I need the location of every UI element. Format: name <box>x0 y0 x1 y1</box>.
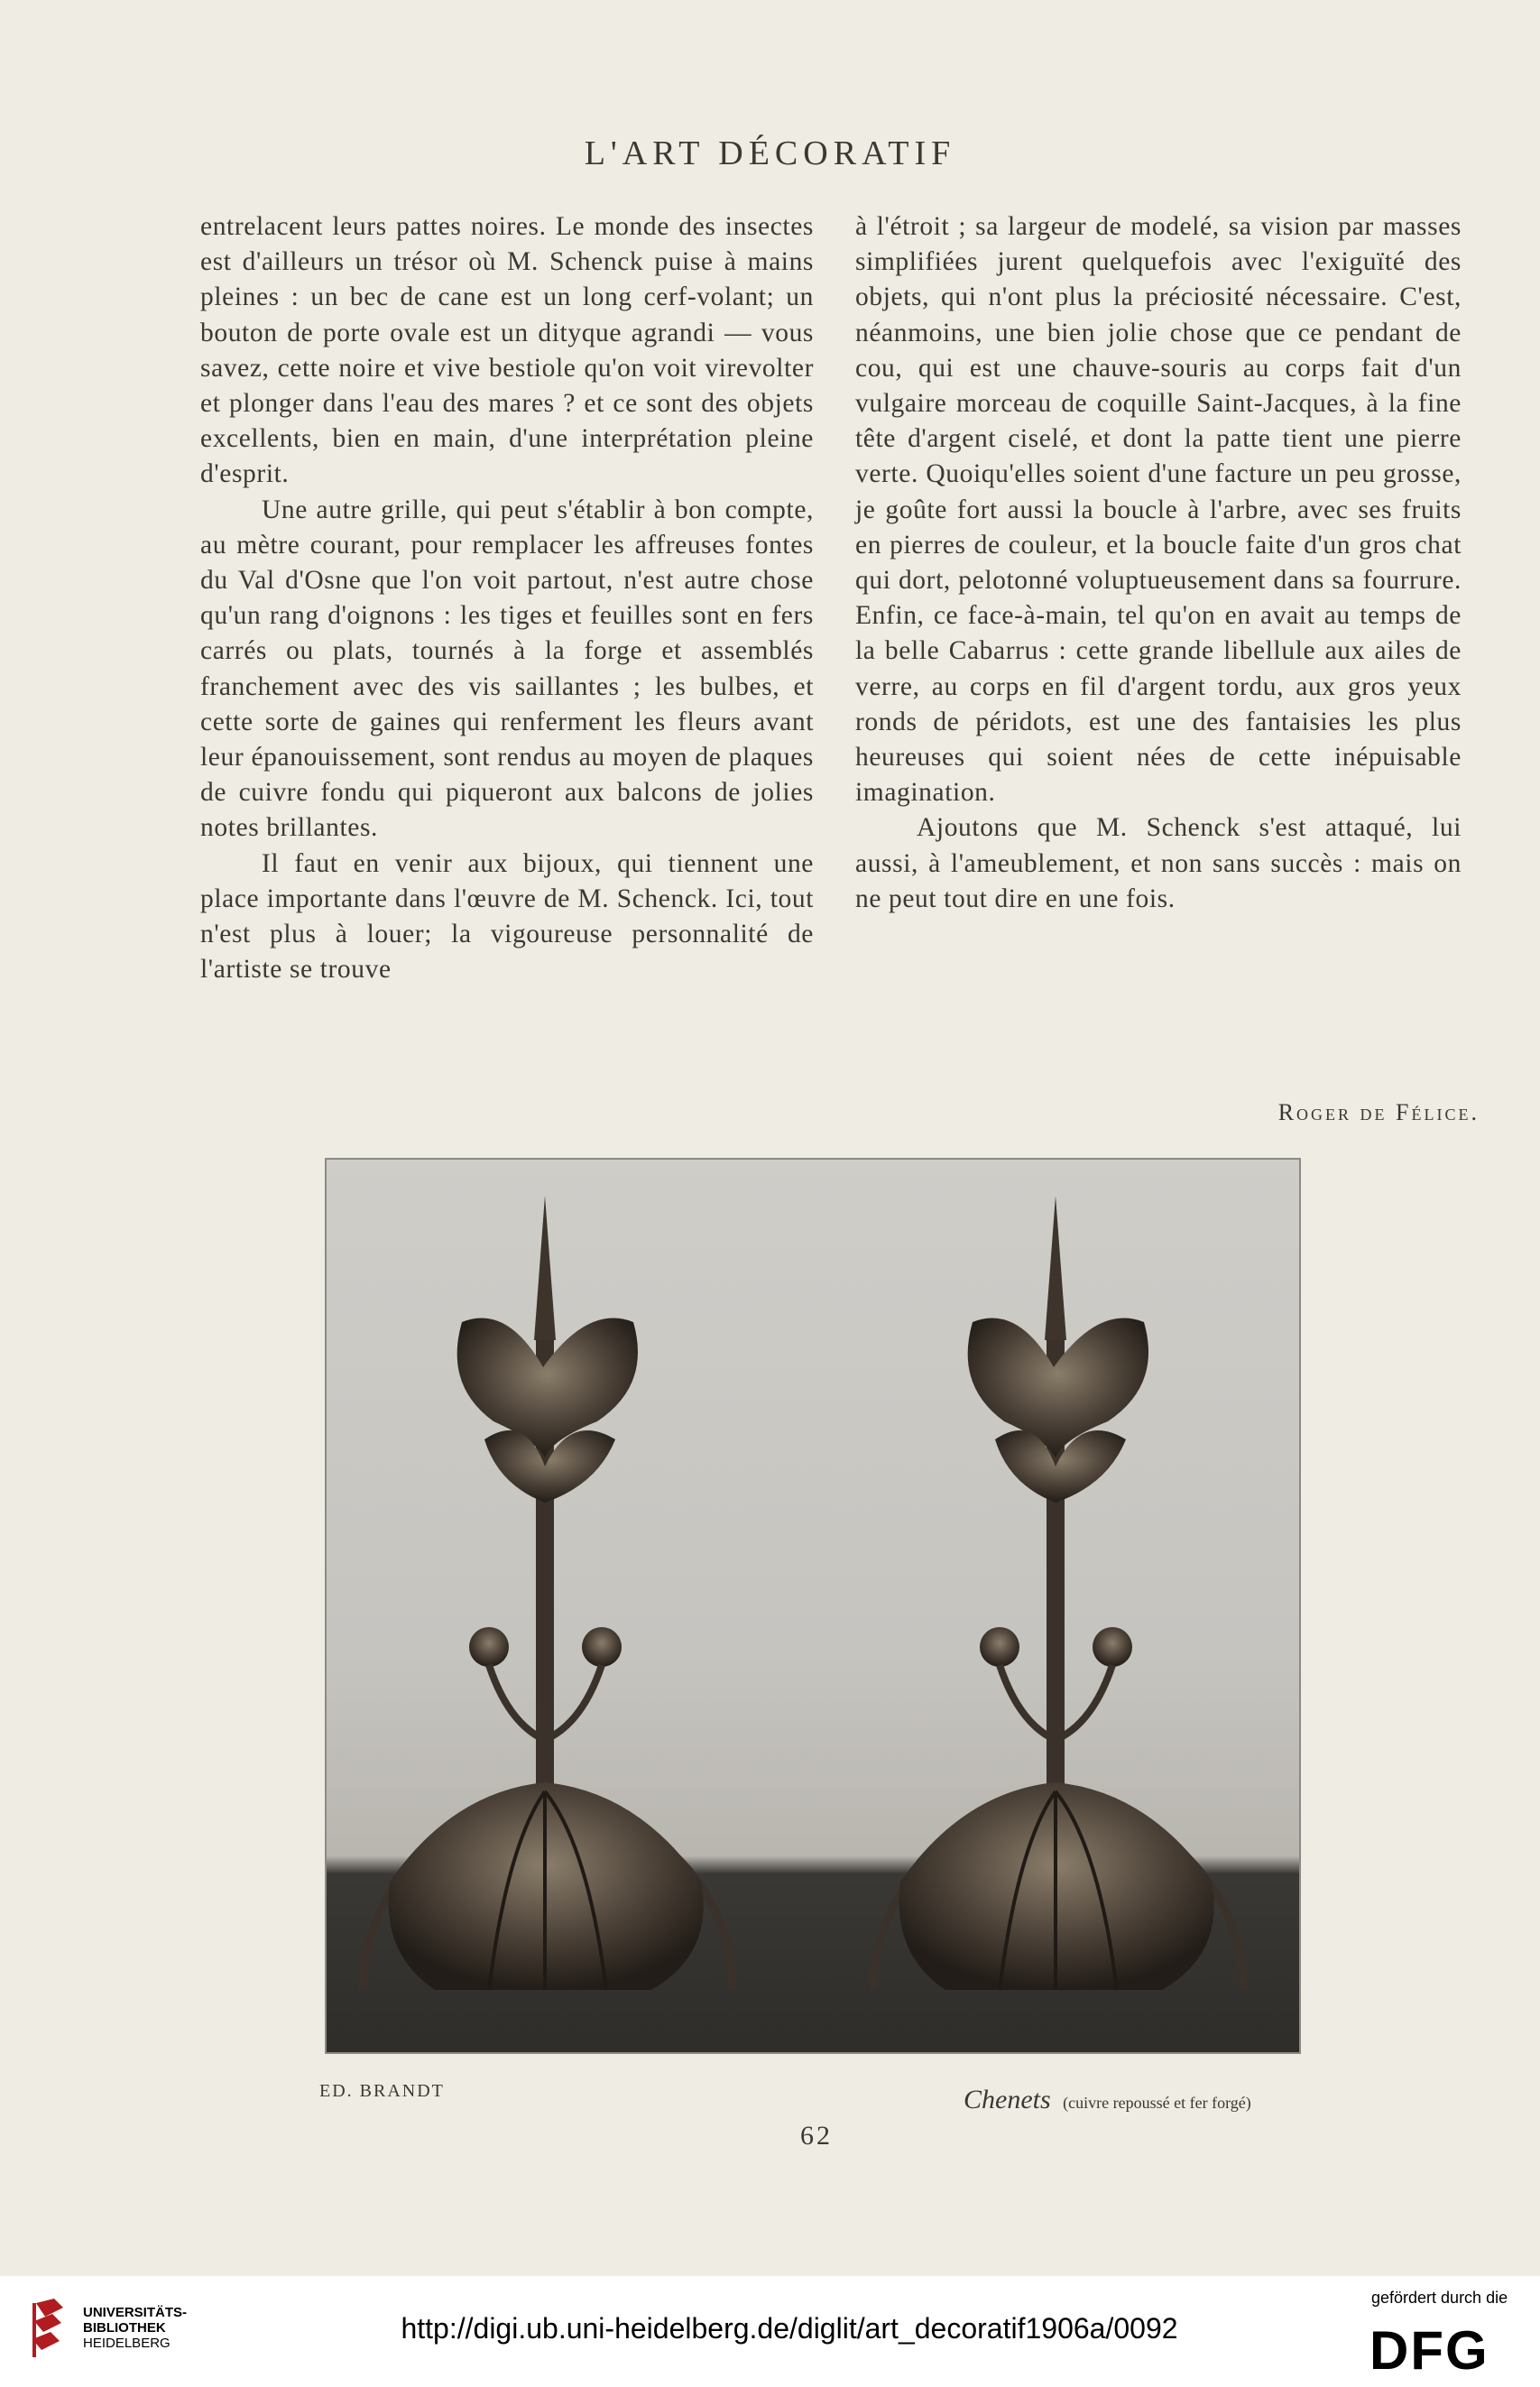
left-paragraph-2: Une autre grille, qui peut s'établir à bon compte, au mètre courant, pour remplacer les affreuses fontes du Val d'Osne que l'on voit partout, n'est autre chose qu'un rang d'oignons : les tiges et feuilles sont en fers carrés ou plats, tournés à la forge et assemblés franchement avec des vis saillantes ; les bulbes, et cette sorte de gaines qui renferment les fleurs avant leur épanouissement, sont rendus au moyen de plaques de cuivre fondu qui piqueront aux balcons de jolies notes brillantes. <box>200 495 814 843</box>
figure-caption-title: Chenets <box>964 2085 1051 2114</box>
left-paragraph-3: Il faut en venir aux bijoux, qui tiennent une place importante dans l'œuvre de M. Schenck. Ici, tout n'est plus à louer; la vigoureuse personnalité de l'artiste se trouve <box>200 848 814 985</box>
library-name <box>83 2305 187 2351</box>
figure-credit: ED. BRANDT <box>319 2081 445 2101</box>
library-name-line-3: HEIDELBERG <box>83 2336 171 2351</box>
library-name-line-2: BIBLIOTHEK <box>83 2320 166 2336</box>
left-andiron <box>363 1196 733 1990</box>
right-paragraph-2: Ajoutons que M. Schenck s'est attaqué, lui aussi, à l'ameublement, et non sans succès : mais on ne peut tout dire en une fois. <box>855 813 1462 913</box>
figure-caption <box>964 2085 1251 2115</box>
source-url-link[interactable]: http://digi.ub.uni-heidelberg.de/diglit/art_decoratif1906a/0092 <box>401 2312 1178 2345</box>
digitization-footer <box>0 2276 1540 2387</box>
figure-caption-detail: (cuivre repoussé et fer forgé) <box>1063 2094 1251 2112</box>
andirons-illustration <box>327 1160 1299 2052</box>
page-number: 62 <box>800 2121 833 2151</box>
left-paragraph-1: entrelacent leurs pattes noires. Le monde des insectes est d'ailleurs un trésor où M. Schenck puise à mains pleines : un bec de cane est un long cerf-volant; un bouton de porte ovale est un dityque agrandi — vous savez, cette noire et vive bestiole qu'on voit virevolter et plonger dans l'eau des mares ? et ce sont des objets excellents, bien en main, d'une interprétation pleine d'esprit. <box>200 212 814 489</box>
right-paragraph-1: à l'étroit ; sa largeur de modelé, sa vision par masses simplifiées jurent quelquefois avec l'exiguïté des objets, qui n'ont plus la préciosité nécessaire. C'est, néanmoins, une bien jolie chose que ce pendant de cou, qui est une chauve-souris au corps fait d'un vulgaire morceau de coquille Saint-Jacques, à la fine tête d'argent ciselé, et dont la patte tient une pierre verte. Quoiqu'elles soient d'une facture un peu grosse, je goûte fort aussi la boucle à l'arbre, avec ses fruits en pierres de couleur, et la boucle faite d'un gros chat qui dort, pelotonné voluptueusement dans sa fourrure. Enfin, ce face-à-main, tel qu'on en avait au temps de la belle Cabarrus : cette grande libellule aux ailes de verre, au corps en fil d'argent tordu, aux gros yeux ronds de péridots, est une des fantaisies les plus heureuses qui soient nées de cette inépuisable imagination. <box>855 212 1462 808</box>
andirons-photograph <box>325 1158 1301 2054</box>
left-column <box>200 209 814 987</box>
right-column <box>855 209 1462 917</box>
author-signature: Roger de Félice. <box>1277 1099 1480 1125</box>
dfg-logo: DFG <box>1369 2320 1489 2381</box>
library-logo-icon <box>27 2294 72 2366</box>
page-header: L'ART DÉCORATIF <box>584 134 956 172</box>
right-andiron <box>873 1196 1243 1990</box>
funding-text: gefördert durch die <box>1371 2289 1508 2307</box>
library-name-line-1: UNIVERSITÄTS- <box>83 2305 188 2320</box>
